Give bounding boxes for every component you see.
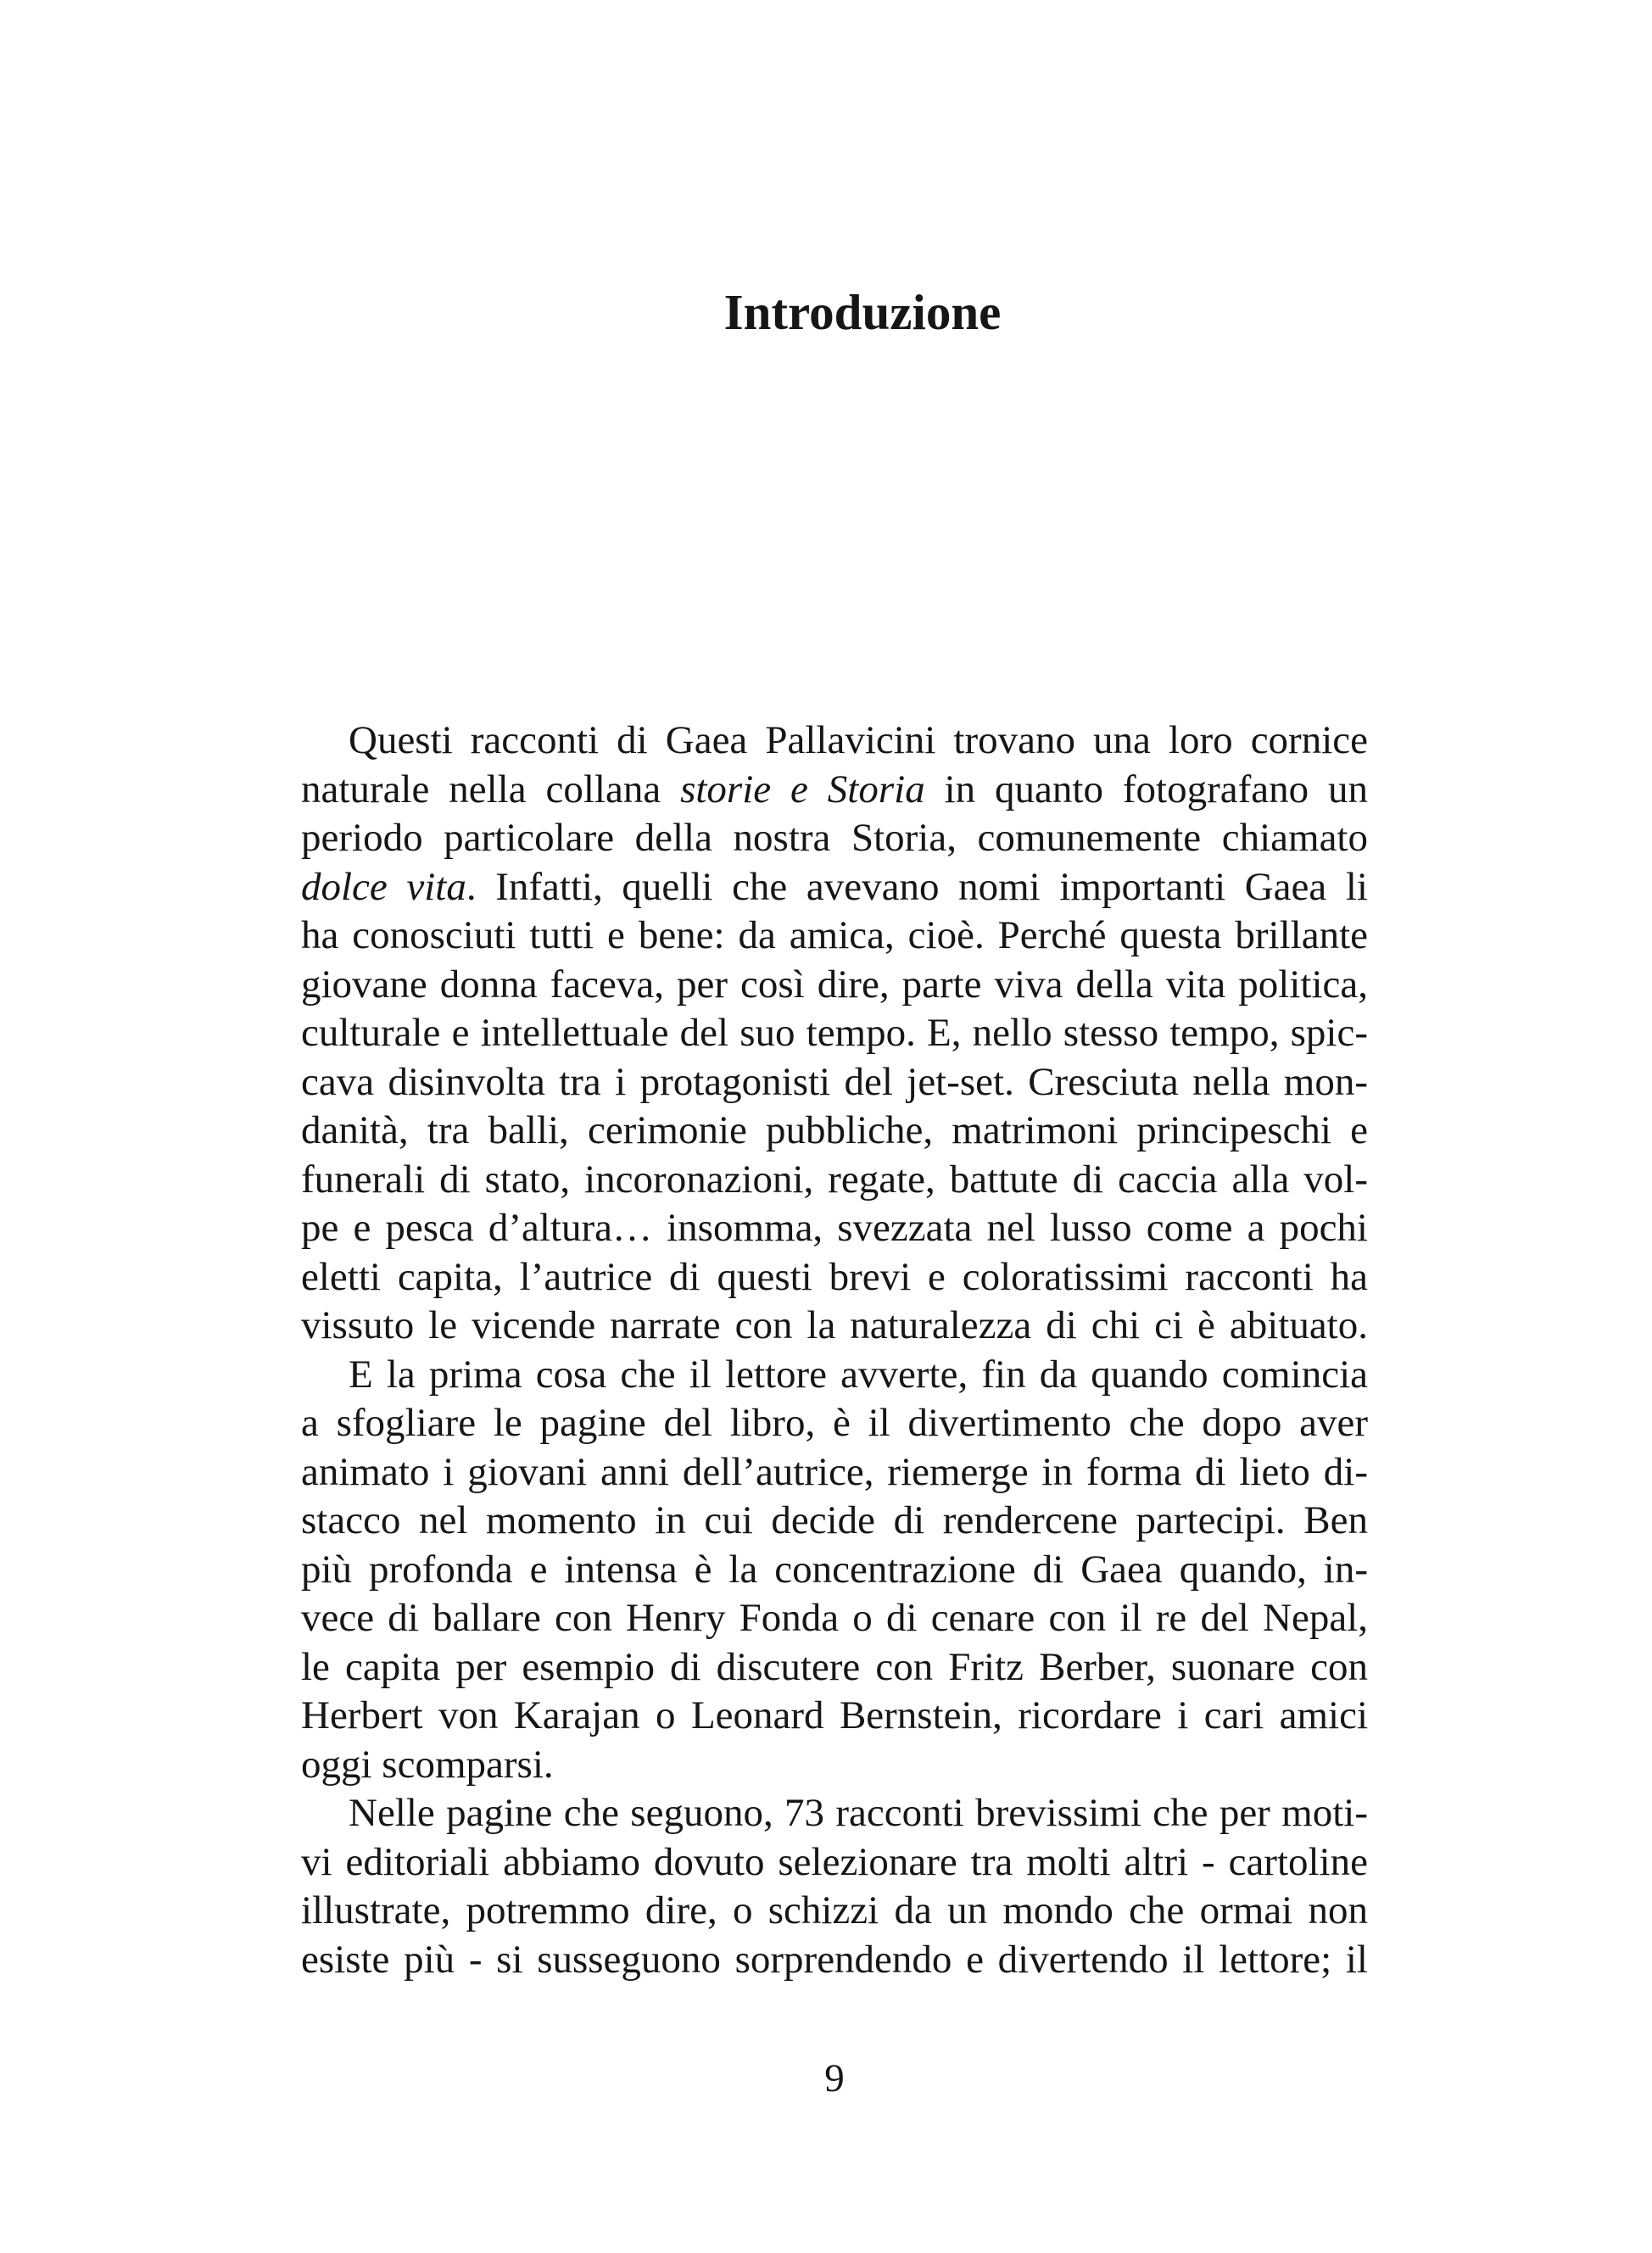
text-run: oggi scomparsi. (301, 1742, 554, 1787)
text-line (301, 1156, 1368, 1205)
page-title: Introduzione (723, 284, 1002, 340)
text-line (301, 1936, 1368, 1985)
text-line (301, 1887, 1368, 1936)
text-line (301, 1253, 1368, 1302)
paragraph (301, 1789, 1368, 1984)
paragraph (301, 1351, 1368, 1790)
text-run: vi editoriali abbiamo dovuto selezionare tra molti altri - cartoline (301, 1839, 1368, 1884)
text-run: E la prima cosa che il lettore avverte, fin da quando comincia (349, 1352, 1368, 1397)
text-line (301, 1692, 1368, 1741)
text-run: funerali di stato, incoronazioni, regate, battute di caccia alla vol- (301, 1157, 1368, 1202)
text-line (301, 1546, 1368, 1595)
text-run: culturale e intellettuale del suo tempo. E, nello stesso tempo, spic- (301, 1011, 1368, 1055)
italic-text: dolce vita (301, 864, 466, 909)
text-run: giovane donna faceva, per così dire, parte viva della vita politica, (301, 962, 1368, 1007)
text-line (301, 1497, 1368, 1546)
text-run: Questi racconti di Gaea Pallavicini trovano una loro cornice (349, 718, 1368, 762)
text-run: illustrate, potremmo dire, o schizzi da un mondo che ormai non (301, 1888, 1368, 1932)
text-line (301, 766, 1368, 815)
page-body (301, 717, 1368, 1984)
text-line (301, 912, 1368, 961)
text-line (301, 1741, 1368, 1790)
text-line (301, 1009, 1368, 1058)
text-run: Nelle pagine che seguono, 73 racconti brevissimi che per moti- (349, 1791, 1368, 1835)
text-line (301, 814, 1368, 863)
page-number: 9 (824, 2056, 845, 2100)
text-line (301, 1399, 1368, 1448)
text-run: esiste più - si susseguono sorprendendo e divertendo il lettore; il (301, 1937, 1368, 1982)
text-run: vissuto le vicende narrate con la naturalezza di chi ci è abituato. (301, 1303, 1368, 1347)
text-line (301, 1643, 1368, 1693)
text-line (301, 863, 1368, 912)
text-line (301, 1351, 1368, 1400)
text-line (301, 961, 1368, 1010)
text-run: naturale nella collana (301, 767, 681, 811)
text-run: pe e pesca d’altura… insomma, svezzata nel lusso come a pochi (301, 1206, 1368, 1250)
text-run: ha conosciuti tutti e bene: da amica, cioè. Perché questa brillante (301, 913, 1368, 957)
text-run: animato i giovani anni dell’autrice, riemerge in forma di lieto di- (301, 1449, 1368, 1494)
text-run: vece di ballare con Henry Fonda o di cenare con il re del Nepal, (301, 1596, 1368, 1640)
text-run: periodo particolare della nostra Storia, comunemente chiamato (301, 816, 1368, 860)
text-line (301, 1838, 1368, 1888)
paragraph (301, 717, 1368, 1351)
text-line (301, 1789, 1368, 1838)
text-line (301, 1204, 1368, 1253)
text-run: stacco nel momento in cui decide di rendercene partecipi. Ben (301, 1498, 1368, 1542)
italic-text: storie e Storia (680, 767, 925, 811)
text-run: le capita per esempio di discutere con Fritz Berber, suonare con (301, 1644, 1368, 1689)
text-line (301, 1107, 1368, 1156)
text-run: a sfogliare le pagine del libro, è il divertimento che dopo aver (301, 1401, 1368, 1445)
text-line (301, 1058, 1368, 1107)
text-line (301, 1448, 1368, 1497)
text-run: in quanto fotografano un (924, 767, 1368, 811)
text-run: più profonda e intensa è la concentrazione di Gaea quando, in- (301, 1547, 1368, 1592)
text-line (301, 1594, 1368, 1643)
text-run: cava disinvolta tra i protagonisti del jet-set. Cresciuta nella mon- (301, 1059, 1368, 1104)
text-run: danità, tra balli, cerimonie pubbliche, matrimoni principeschi e (301, 1108, 1368, 1152)
text-run: eletti capita, l’autrice di questi brevi e coloratissimi racconti ha (301, 1254, 1368, 1299)
text-line (301, 1302, 1368, 1351)
text-run: . Infatti, quelli che avevano nomi importanti Gaea li (466, 864, 1368, 909)
text-run: Herbert von Karajan o Leonard Bernstein, ricordare i cari amici (301, 1693, 1368, 1737)
text-line (301, 717, 1368, 766)
